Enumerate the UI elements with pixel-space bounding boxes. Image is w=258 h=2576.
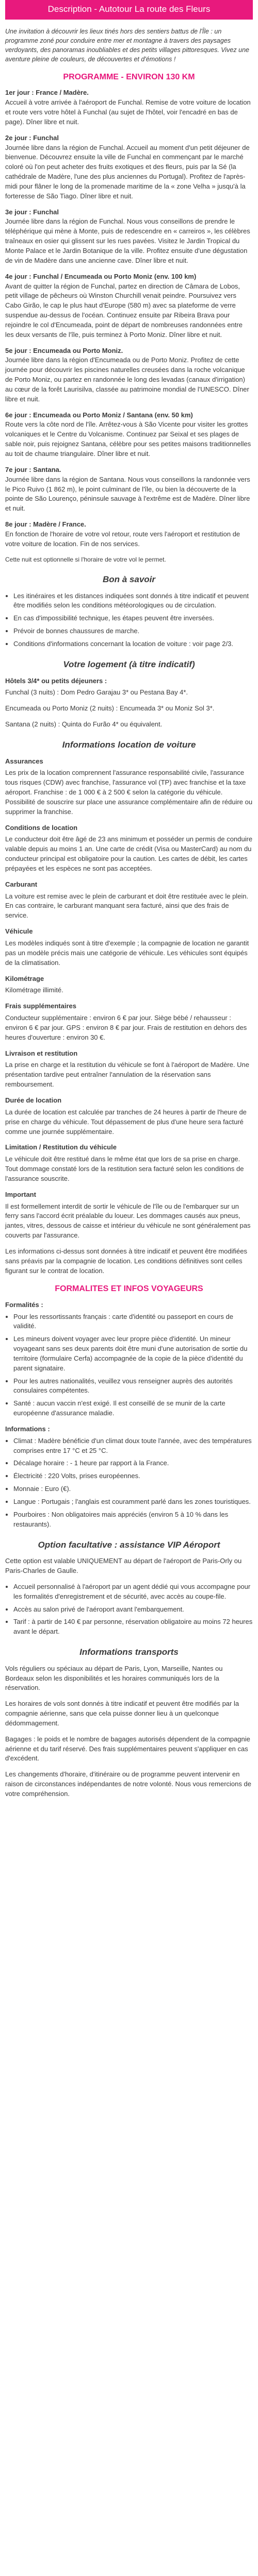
info-item: • Climat : Madère bénéficie d'un climat doux toute l'année, avec des températures comprises entre 17 °C et 25 °C. xyxy=(13,1436,253,1456)
option-item: • Accueil personnalisé à l'aéroport par un agent dédié qui vous accompagne pour les formalités d'enregistrement et de sécurité, avec accès au coupe-file. xyxy=(13,1582,253,1602)
day-block xyxy=(5,88,253,127)
day-block xyxy=(5,465,253,514)
bon-a-savoir-item: • Conditions d'informations concernant la location de voiture : voir page 2/3. xyxy=(13,639,253,649)
options-intro: Cette option est valable UNIQUEMENT au départ de l'aéroport de Paris-Orly ou Paris-Charles de Gaulle. xyxy=(5,1557,242,1575)
day-title: 6e jour : Encumeada ou Porto Moniz / Santana (env. 50 km) xyxy=(5,411,193,419)
transport-paragraph: Les changements d'horaire, d'itinéraire ou de programme peuvent intervenir en raison de circonstances indépendantes de notre volonté. Nous vous remercions de votre compréhension. xyxy=(5,1770,251,1798)
page-title-banner: Description - Autotour La route des Fleurs xyxy=(5,0,253,20)
day-text: Journée libre dans la région de Funchal. Accueil au moment d'un petit déjeuner de bienvenue. Découvrez ensuite la ville de Funchal en commençant par le marché coloré où l'on peut acheter des fruits exotiques et des fleurs, puis par la Sé (la cathédrale de Madère, l'une des plus anciennes du Portugal). Profitez de l'après-midi pour flâner le long de la promenade maritime de la « zone Velha » jusqu'à la forteresse de São Tiago. Dîner libre et nuit. xyxy=(5,143,250,200)
day-title: 7e jour : Santana. xyxy=(5,465,61,473)
day-title: 4e jour : Funchal / Encumeada ou Porto Moniz (env. 100 km) xyxy=(5,272,197,280)
car-info-text: La durée de location est calculée par tranches de 24 heures à partir de l'heure de prise en charge du véhicule. Tout dépassement de plus d'une heure sera facturé comme une journée supplémentaire. xyxy=(5,1108,247,1136)
car-info-text: Les prix de la location comprennent l'assurance responsabilité civile, l'assurance tous risques (CDW) avec franchise, l'assurance vol (TP) avec franchise et la taxe aéroport. Franchise : de 1 000 € à 2 500 € selon la catégorie du véhicule. Possibilité de souscrire sur place une assurance complémentaire afin de réduire ou supprimer la franchise. xyxy=(5,769,253,816)
formalite-item: • Pour les ressortissants français : carte d'identité ou passeport en cours de validité. xyxy=(13,1312,253,1332)
car-info-heading: Carburant xyxy=(5,880,38,888)
formalites-subtitle: Formalités : xyxy=(5,1300,43,1309)
bon-a-savoir-title: Bon à savoir xyxy=(102,574,156,584)
infos-list xyxy=(5,1436,253,1530)
infos-subtitle: Informations : xyxy=(5,1425,50,1433)
bon-a-savoir-item: • Prévoir de bonnes chaussures de marche. xyxy=(13,626,253,636)
car-info-heading: Limitation / Restitution du véhicule xyxy=(5,1143,117,1151)
car-info-heading: Conditions de location xyxy=(5,823,78,832)
car-info-text: Il est formellement interdit de sortir le véhicule de l'île ou de l'embarquer sur un ferry sans l'accord écrit préalable du loueur. Les dommages causés aux pneus, jantes, vitres, dessous de caisse et intérieur du véhicule ne sont généralement pas couverts par l'assurance. xyxy=(5,1202,251,1240)
day-block xyxy=(5,346,253,404)
formalite-item: • Santé : aucun vaccin n'est exigé. Il est conseillé de se munir de la carte européenne d'assurance maladie. xyxy=(13,1399,253,1418)
car-info-body xyxy=(5,757,253,1276)
day-text: En fonction de l'horaire de votre vol retour, route vers l'aéroport et restitution de votre voiture de location. Fin de nos services. xyxy=(5,530,240,548)
program-note: Cette nuit est optionnelle si l'horaire de votre vol le permet. xyxy=(5,555,166,563)
car-info-text: Kilométrage illimité. xyxy=(5,986,63,994)
day-title: 2e jour : Funchal xyxy=(5,133,59,142)
bon-a-savoir-list xyxy=(5,591,253,649)
car-info-heading: Frais supplémentaires xyxy=(5,1002,76,1010)
bon-a-savoir-item: • En cas d'impossibilité technique, les étapes peuvent être inversées. xyxy=(13,614,253,623)
day-text: Journée libre dans la région de Santana. Nous vous conseillons la randonnée vers le Pico Ruivo (1 862 m), le point culminant de l'île, ou bien la découverte de la pointe de São Lourenço, péninsule sauvage à l'extrême est de Madère. Dîner libre et nuit. xyxy=(5,475,250,513)
option-item: • Tarif : à partir de 140 € par personne, réservation obligatoire au moins 72 heures avant le départ. xyxy=(13,1617,253,1637)
formalites-title: FORMALITES ET INFOS VOYAGEURS xyxy=(55,1284,203,1294)
transport-body xyxy=(5,1664,253,1799)
program-title: PROGRAMME - ENVIRON 130 KM xyxy=(63,73,195,82)
car-info-text: La prise en charge et la restitution du véhicule se font à l'aéroport de Madère. Une présentation tardive peut entraîner l'annulation de la réservation sans remboursement. xyxy=(5,1061,249,1089)
car-info-text: Les informations ci-dessus sont données à titre indicatif et peuvent être modifiées sans préavis par la compagnie de location. Les conditions définitives sont celles figurant sur le contrat de location. xyxy=(5,1247,247,1275)
car-info-text: Les modèles indiqués sont à titre d'exemple ; la compagnie de location ne garantit pas un modèle précis mais une catégorie de véhicule. Les véhicules sont équipés de la climatisation. xyxy=(5,939,249,967)
info-item: • Décalage horaire : - 1 heure par rapport à la France. xyxy=(13,1459,253,1468)
day-block xyxy=(5,411,253,459)
program-days xyxy=(5,88,253,549)
car-info-heading: Assurances xyxy=(5,757,43,765)
day-text: Accueil à votre arrivée à l'aéroport de Funchal. Remise de votre voiture de location et route vers votre hôtel à Funchal (au sujet de l'hôtel, voir l'encadré en bas de page). Dîner libre et nuit. xyxy=(5,98,251,126)
formalites-list xyxy=(5,1312,253,1418)
transport-paragraph: Les horaires de vols sont donnés à titre indicatif et peuvent être modifiés par la compagnie aérienne, sans que cela puisse donner lieu à un quelconque dédommagement. xyxy=(5,1700,239,1727)
day-text: Route vers la côte nord de l'île. Arrêtez-vous à São Vicente pour visiter les grottes volcaniques et le Centre du Volcanisme. Continuez par Seixal et ses plages de sable noir, puis rejoignez Santana, célèbre pour ses petites maisons traditionnelles au toit de chaume triangulaire. Dîner libre et nuit. xyxy=(5,420,251,458)
day-block xyxy=(5,272,253,340)
car-info-text: Le conducteur doit être âgé de 23 ans minimum et posséder un permis de conduire valable depuis au moins 1 an. Une carte de crédit (Visa ou MasterCard) au nom du conducteur principal est obligatoire pour la caution. Les cartes de débit, les cartes prépayées et les espèces ne sont pas acceptées. xyxy=(5,835,253,872)
transport-paragraph: Vols réguliers ou spéciaux au départ de Paris, Lyon, Marseille, Nantes ou Bordeaux selon les disponibilités et les horaires communiqués lors de la réservation. xyxy=(5,1664,223,1692)
lodging-list xyxy=(5,688,253,730)
car-info-heading: Durée de location xyxy=(5,1096,62,1104)
day-text: Journée libre dans la région d'Encumeada ou de Porto Moniz. Profitez de cette journée pour découvrir les piscines naturelles creusées dans la roche volcanique de Porto Moniz, ou partez en randonnée le long des levadas (canaux d'irrigation) au cœur de la forêt Laurisilva, classée au patrimoine mondial de l'UNESCO. Dîner libre et nuit. xyxy=(5,356,249,403)
lodging-subtitle: Hôtels 3/4* ou petits déjeuners : xyxy=(5,676,107,685)
bon-a-savoir-item: • Les itinéraires et les distances indiquées sont donnés à titre indicatif et peuvent être modifiés selon les conditions météorologiques ou de circulation. xyxy=(13,591,253,611)
options-title: Option facultative : assistance VIP Aéroport xyxy=(38,1539,220,1550)
car-info-heading: Livraison et restitution xyxy=(5,1049,78,1057)
options-list xyxy=(5,1582,253,1637)
transport-paragraph: Bagages : le poids et le nombre de bagages autorisés dépendent de la compagnie aérienne et du tarif réservé. Des frais supplémentaires peuvent s'appliquer en cas d'excédent. xyxy=(5,1735,250,1762)
lodging-line: Santana (2 nuits) : Quinta do Furão 4* ou équivalent. xyxy=(5,720,163,728)
car-info-title: Informations location de voiture xyxy=(62,739,196,750)
lodging-title: Votre logement (à titre indicatif) xyxy=(63,659,195,669)
car-info-heading: Véhicule xyxy=(5,927,33,936)
day-block xyxy=(5,133,253,201)
day-title: 1er jour : France / Madère. xyxy=(5,89,89,97)
day-title: 3e jour : Funchal xyxy=(5,208,59,216)
day-title: 8e jour : Madère / France. xyxy=(5,520,86,529)
lodging-line: Funchal (3 nuits) : Dom Pedro Garajau 3* ou Pestana Bay 4*. xyxy=(5,688,188,697)
info-item: • Électricité : 220 Volts, prises européennes. xyxy=(13,1471,253,1481)
lodging-line: Encumeada ou Porto Moniz (2 nuits) : Encumeada 3* ou Moniz Sol 3*. xyxy=(5,704,215,713)
car-info-text: Le véhicule doit être restitué dans le même état que lors de sa prise en charge. Tout dommage constaté lors de la restitution sera facturé selon les conditions de l'assurance souscrite. xyxy=(5,1155,244,1182)
info-item: • Monnaie : Euro (€). xyxy=(13,1484,253,1494)
car-info-text: La voiture est remise avec le plein de carburant et doit être restituée avec le plein. En cas contraire, le carburant manquant sera facturé, ainsi que des frais de service. xyxy=(5,892,249,920)
option-item: • Accès au salon privé de l'aéroport avant l'embarquement. xyxy=(13,1605,253,1615)
day-title: 5e jour : Encumeada ou Porto Moniz. xyxy=(5,346,123,354)
transport-title: Informations transports xyxy=(79,1647,179,1657)
day-block xyxy=(5,208,253,266)
day-block xyxy=(5,520,253,549)
day-text: Avant de quitter la région de Funchal, partez en direction de Câmara de Lobos, petit village de pêcheurs où Winston Churchill venait peindre. Poursuivez vers Cabo Girão, le cap le plus haut d'Europe (580 m) avec sa plateforme de verre suspendue au-dessus de l'océan. Continuez ensuite par Ribeira Brava pour rejoindre le col d'Encumeada, point de départ de nombreuses randonnées entre les deux versants de l'île, puis terminez à Porto Moniz. Dîner libre et nuit. xyxy=(5,282,243,338)
car-info-text: Conducteur supplémentaire : environ 6 € par jour. Siège bébé / rehausseur : environ 6 € par jour. GPS : environ 8 € par jour. Frais de restitution en dehors des heures d'ouverture : environ 30 €. xyxy=(5,1014,247,1041)
info-item: • Pourboires : Non obligatoires mais appréciés (environ 5 à 10 % dans les restaurants). xyxy=(13,1510,253,1530)
day-text: Journée libre dans la région de Funchal. Nous vous conseillons de prendre le téléphérique qui mène à Monte, puis de redescendre en « carreiros », les célèbres traîneaux en osier qui glissent sur les rues pavées. Visitez le Jardin Tropical du Monte Palace et le Jardin Botanique de la ville. Profitez ensuite d'une dégustation de vin de Madère dans une ancienne cave. Dîner libre et nuit. xyxy=(5,217,250,264)
car-info-heading: Kilométrage xyxy=(5,974,44,982)
intro-text: Une invitation à découvrir les lieux tinés hors des sentiers battus de l'Île : un programme zoné pour conduire entre mer et montagne à travers des paysages verdoyants, des panoramas inoubliables et des petits villages pittoresques. Vivez une aventure pleine de couleurs, de découvertes et d'émotions ! xyxy=(5,27,249,63)
info-item: • Langue : Portugais ; l'anglais est couramment parlé dans les zones touristiques. xyxy=(13,1497,253,1507)
formalite-item: • Les mineurs doivent voyager avec leur propre pièce d'identité. Un mineur voyageant sans ses deux parents doit être muni d'une autorisation de sortie du territoire (formulaire Cerfa) accompagnée de la copie de la pièce d'identité du parent signataire. xyxy=(13,1334,253,1373)
formalite-item: • Pour les autres nationalités, veuillez vous renseigner auprès des autorités consulaires compétentes. xyxy=(13,1377,253,1396)
car-info-heading: Important xyxy=(5,1190,36,1198)
